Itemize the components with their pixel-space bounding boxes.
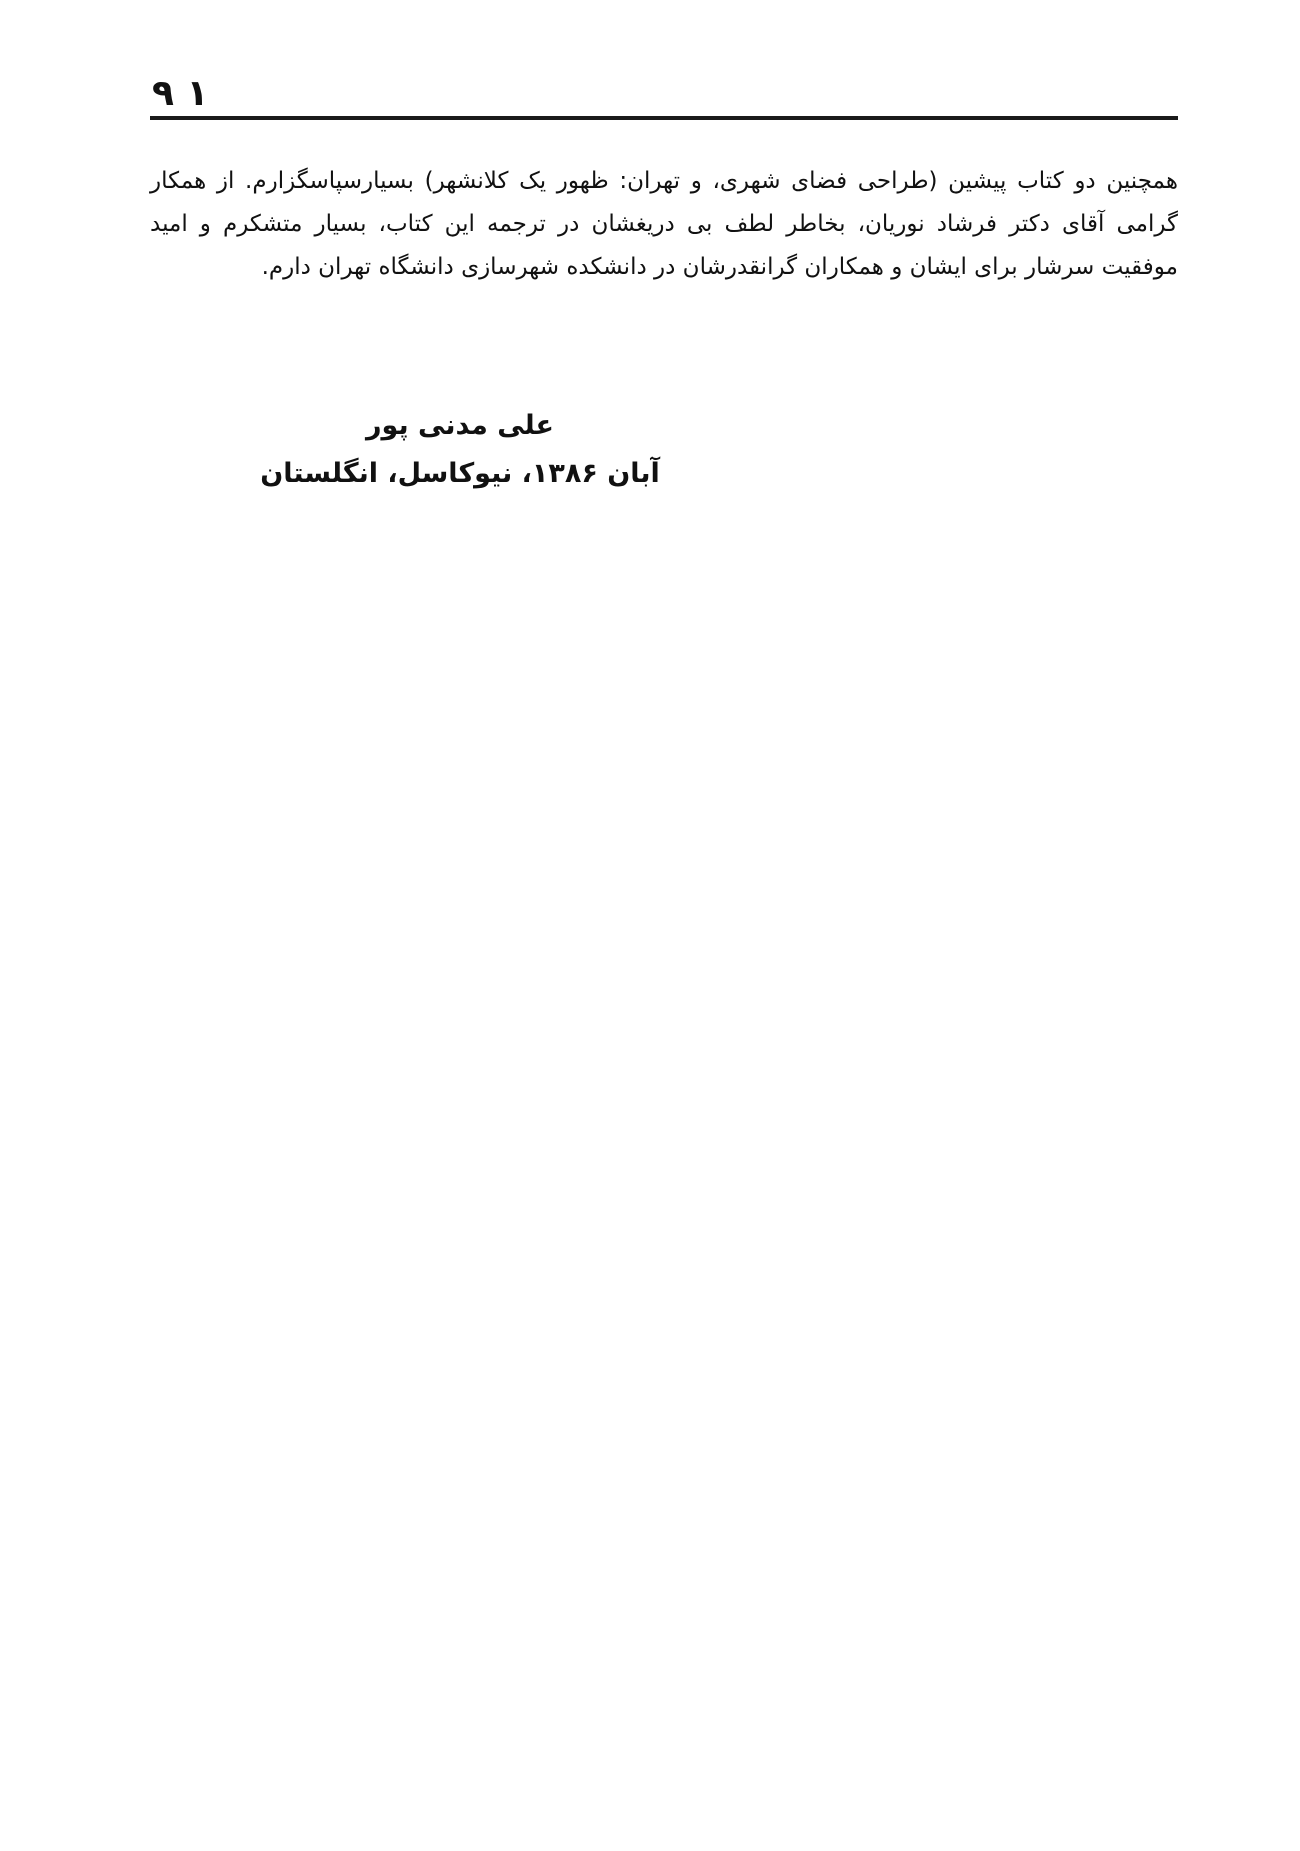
body-text [150,160,1178,289]
signature-block [250,402,670,498]
signature-date-place: آبان ۱۳۸۶، نیوکاسل، انگلستان [260,458,660,489]
header-rule [150,116,1178,120]
page-number: ۹ ۱ [152,73,209,114]
acknowledgement-paragraph: همچنین دو کتاب پیشین (طراحی فضای شهری، و تهران: ظهور یک کلانشهر) بسیارسپاسگزارم. از همکار گرامی آقای دکتر فرشاد نوریان، بخاطر لطف بی دریغشان در ترجمه این کتاب، بسیار متشکرم و امید موفقیت سرشار برای ایشان و همکاران گرانقدرشان در دانشکده شهرسازی دانشگاه تهران دارم. [150,168,1178,280]
author-name: علی مدنی پور [366,410,554,441]
